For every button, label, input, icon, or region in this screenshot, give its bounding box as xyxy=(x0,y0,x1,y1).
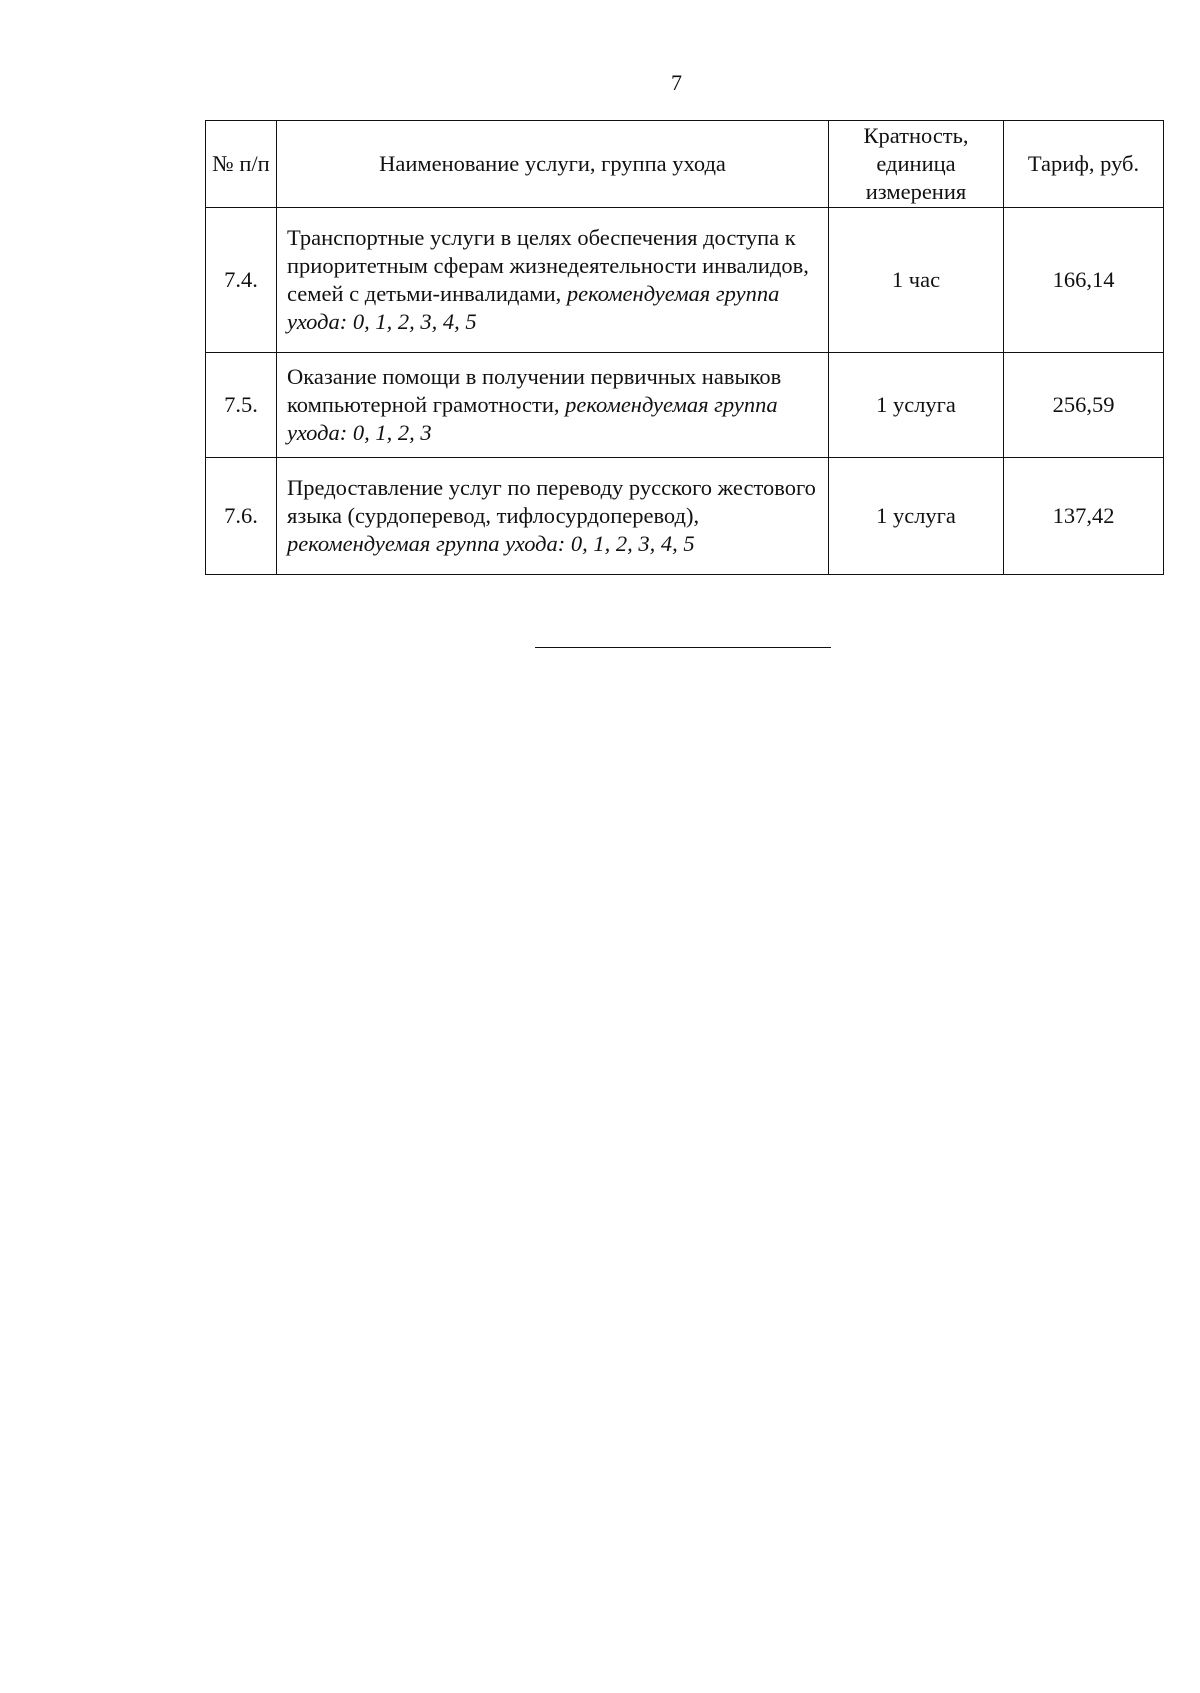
table-row xyxy=(206,353,1164,458)
end-of-document-rule xyxy=(535,647,831,648)
unit-cell: 1 услуга xyxy=(829,353,1004,458)
table-row xyxy=(206,458,1164,575)
row-number: 7.4. xyxy=(206,208,277,353)
service-name-cell xyxy=(277,353,829,458)
care-group: рекомендуемая группа ухода: 0, 1, 2, 3, 4, 5 xyxy=(287,531,695,556)
page-number: 7 xyxy=(671,70,682,95)
header-service-name: Наименование услуги, группа ухода xyxy=(277,121,829,208)
service-name: Оказание помощи в получении первичных навыков компьютерной грамотности, xyxy=(287,364,782,417)
care-group: рекомендуемая группа ухода: 0, 1, 2, 3, 4, 5 xyxy=(287,281,780,334)
service-name-cell xyxy=(277,458,829,575)
price-cell: 166,14 xyxy=(1004,208,1164,353)
price-cell: 256,59 xyxy=(1004,353,1164,458)
table-header-row xyxy=(206,121,1164,208)
unit-cell: 1 час xyxy=(829,208,1004,353)
service-name: Предоставление услуг по переводу русского жестового языка (сурдоперевод, тифлосурдоперевод), xyxy=(287,475,816,528)
row-number: 7.5. xyxy=(206,353,277,458)
row-number: 7.6. xyxy=(206,458,277,575)
price-cell: 137,42 xyxy=(1004,458,1164,575)
header-unit: Кратность, единица измерения xyxy=(829,121,1004,208)
header-number: № п/п xyxy=(206,121,277,208)
header-price: Тариф, руб. xyxy=(1004,121,1164,208)
table-row xyxy=(206,208,1164,353)
service-name: Транспортные услуги в целях обеспечения доступа к приоритетным сферам жизнедеятельности инвалидов, семей с детьми-инвалидами, xyxy=(287,225,809,306)
service-name-cell xyxy=(277,208,829,353)
unit-cell: 1 услуга xyxy=(829,458,1004,575)
tariff-table xyxy=(205,120,1164,575)
care-group: рекомендуемая группа ухода: 0, 1, 2, 3 xyxy=(287,392,778,445)
